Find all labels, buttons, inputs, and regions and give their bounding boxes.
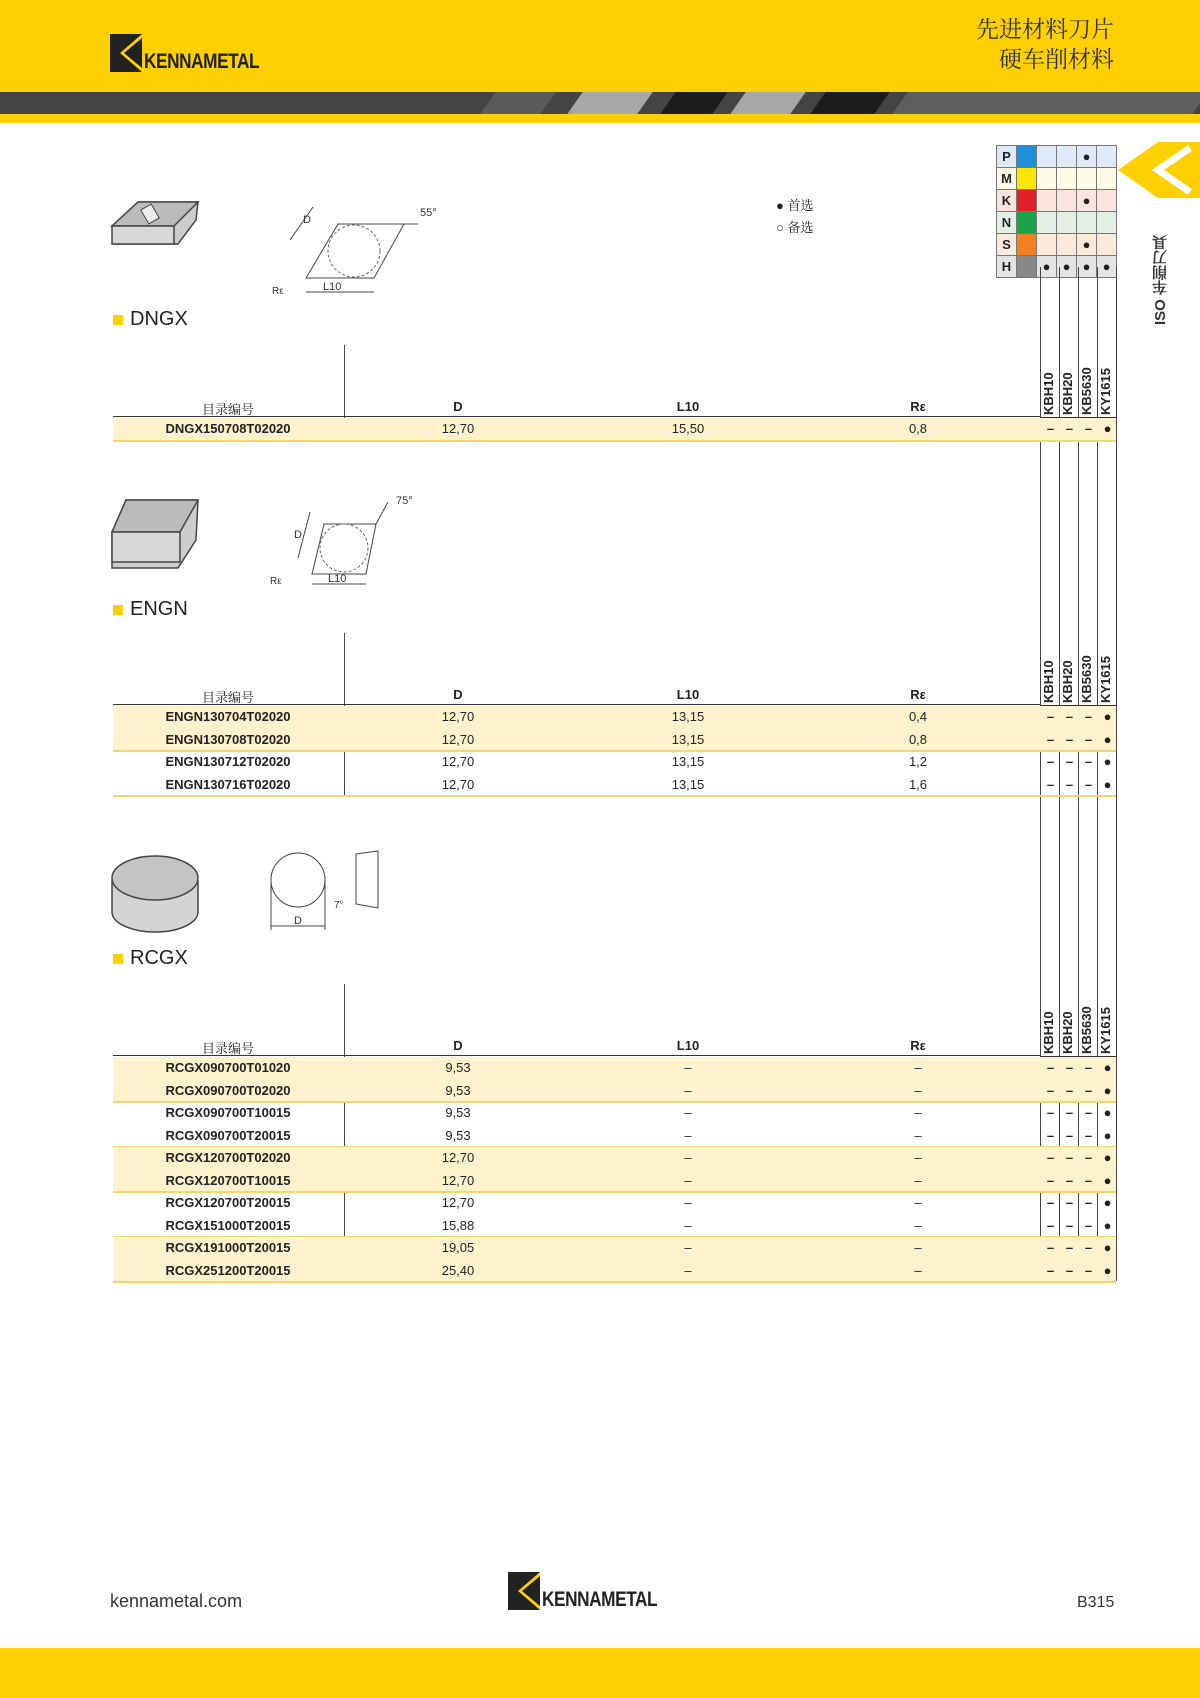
rcgx-dimension-diagram — [266, 848, 386, 932]
table-row — [113, 1192, 1040, 1215]
kennametal-k-icon — [110, 34, 142, 72]
grade-mark: – — [1046, 709, 1055, 724]
value-d: 12,70 — [441, 1195, 475, 1210]
dngx-insert-image — [108, 198, 202, 260]
value-re: – — [914, 1195, 922, 1210]
value-d: 25,40 — [441, 1262, 475, 1278]
col-header-l10: L10 — [676, 687, 700, 702]
grade-mark: ● — [1103, 1195, 1112, 1210]
value-d: 12,70 — [441, 731, 475, 747]
table-row — [113, 418, 1040, 441]
grade-mark: ● — [1103, 731, 1112, 747]
catalog-number: RCGX090700T01020 — [165, 1060, 291, 1075]
grade-mark: ● — [1103, 1262, 1112, 1278]
table-dngx — [113, 345, 1116, 440]
engn-dimension-diagram — [268, 492, 428, 588]
iso-row-h — [997, 256, 1117, 278]
grade-mark: – — [1046, 1082, 1055, 1098]
value-l10: – — [684, 1105, 692, 1120]
title-line-1: 先进材料刀片 — [976, 16, 1114, 42]
value-d: 9,53 — [445, 1082, 471, 1098]
chevron-tab-icon[interactable] — [1118, 142, 1200, 198]
value-d: 12,70 — [441, 754, 475, 769]
catalog-number: RCGX120700T02020 — [165, 1150, 291, 1165]
catalog-number: ENGN130712T02020 — [165, 754, 291, 769]
value-re: 1,2 — [908, 754, 928, 769]
grade-header: KBH20 — [1060, 660, 1075, 703]
group-divider — [113, 1281, 1116, 1283]
section-title-rcgx — [113, 947, 188, 970]
svg-text:7°: 7° — [334, 900, 344, 911]
kennametal-logo[interactable] — [110, 34, 284, 72]
grade-mark: – — [1065, 731, 1074, 747]
group-divider — [113, 795, 1116, 797]
value-re: – — [914, 1127, 922, 1143]
legend-preferred: ● 首选 — [776, 198, 814, 213]
catalog-number: RCGX090700T10015 — [165, 1105, 291, 1120]
svg-text:75°: 75° — [396, 495, 413, 507]
svg-text:D: D — [294, 529, 302, 541]
grade-header: KB5630 — [1079, 367, 1094, 415]
table-header — [113, 685, 1040, 705]
table-header — [113, 397, 1040, 417]
catalog-number: RCGX251200T20015 — [165, 1262, 291, 1278]
table-row — [113, 1125, 1040, 1148]
iso-mark — [1097, 168, 1117, 190]
grade-mark: – — [1084, 1195, 1093, 1210]
iso-mark — [1077, 212, 1097, 234]
catalog-number: RCGX090700T02020 — [165, 1082, 291, 1098]
value-l10: – — [684, 1060, 692, 1075]
iso-color-swatch — [1017, 190, 1037, 212]
value-re: 1,6 — [908, 776, 928, 792]
value-l10: – — [684, 1195, 692, 1210]
bullet-square-icon — [113, 315, 123, 325]
catalog-number: DNGX150708T02020 — [165, 421, 291, 436]
table-header — [113, 1036, 1040, 1056]
value-l10: 13,15 — [671, 731, 705, 747]
grade-mark: – — [1046, 1150, 1055, 1165]
grade-mark: – — [1065, 754, 1074, 769]
value-l10: 13,15 — [671, 754, 705, 769]
grade-mark: – — [1084, 1060, 1093, 1075]
catalog-number: RCGX191000T20015 — [165, 1240, 291, 1255]
grade-mark: – — [1065, 1217, 1074, 1233]
grade-mark: – — [1084, 1150, 1093, 1165]
grade-header-rule — [1040, 417, 1117, 418]
value-l10: 13,15 — [671, 709, 705, 724]
col-header-id: 目录编号 — [201, 1041, 254, 1056]
iso-code: P — [997, 146, 1017, 168]
footer-band — [0, 1648, 1200, 1698]
catalog-number: RCGX090700T20015 — [165, 1127, 291, 1143]
section-title-dngx — [113, 308, 188, 331]
value-l10: – — [684, 1127, 692, 1143]
iso-color-swatch — [1017, 234, 1037, 256]
iso-code: K — [997, 190, 1017, 212]
value-re: – — [914, 1082, 922, 1098]
grade-mark: – — [1046, 421, 1055, 436]
svg-text:Rε: Rε — [272, 286, 284, 297]
value-d: 12,70 — [441, 709, 475, 724]
value-re: – — [914, 1172, 922, 1188]
grade-mark: ● — [1103, 1217, 1112, 1233]
grade-header: KB5630 — [1079, 655, 1094, 703]
iso-mark — [1037, 146, 1057, 168]
col-header-re: Rε — [910, 399, 926, 414]
value-d: 9,53 — [445, 1105, 471, 1120]
grade-mark: – — [1065, 1105, 1074, 1120]
grade-mark: – — [1046, 1127, 1055, 1143]
col-header-re: Rε — [910, 687, 926, 702]
grade-mark: – — [1084, 1262, 1093, 1278]
engn-insert-image — [108, 496, 202, 570]
iso-row-s — [997, 234, 1117, 256]
iso-mark — [1057, 168, 1077, 190]
svg-text:D: D — [303, 214, 311, 226]
footer-kennametal-logo[interactable] — [508, 1572, 682, 1610]
grade-mark: ● — [1103, 1240, 1112, 1255]
grade-mark: – — [1065, 709, 1074, 724]
grade-header: KY1615 — [1098, 368, 1113, 415]
value-d: 12,70 — [441, 776, 475, 792]
section-name: DNGX — [130, 308, 188, 330]
value-d: 12,70 — [441, 1172, 475, 1188]
value-re: 0,8 — [908, 421, 928, 436]
value-d: 9,53 — [445, 1127, 471, 1143]
catalog-number: RCGX120700T20015 — [165, 1195, 291, 1210]
grade-mark: – — [1084, 1082, 1093, 1098]
grade-mark: – — [1046, 1262, 1055, 1278]
value-re: 0,8 — [908, 731, 928, 747]
table-row — [113, 729, 1040, 752]
iso-mark — [1037, 190, 1057, 212]
grade-mark: – — [1046, 1217, 1055, 1233]
value-l10: – — [684, 1240, 692, 1255]
grade-mark: – — [1084, 754, 1093, 769]
catalog-number: RCGX120700T10015 — [165, 1172, 291, 1188]
table-row — [113, 1215, 1040, 1238]
section-name: ENGN — [130, 598, 188, 620]
grade-mark: – — [1065, 1195, 1074, 1210]
value-re: 0,4 — [908, 709, 928, 724]
grade-mark: ● — [1103, 776, 1112, 792]
header-underline — [0, 114, 1200, 123]
grade-mark: ● — [1103, 709, 1112, 724]
value-d: 15,88 — [441, 1217, 475, 1233]
grade-header-rule — [1040, 1056, 1117, 1057]
footer-brand-name: KENNAMETAL — [542, 1588, 658, 1611]
grade-mark: – — [1046, 1172, 1055, 1188]
iso-color-swatch — [1017, 168, 1037, 190]
grade-mark: ● — [1103, 1172, 1112, 1188]
grade-mark: ● — [1103, 1150, 1112, 1165]
grade-header: KBH10 — [1041, 372, 1056, 415]
grade-mark: – — [1046, 1105, 1055, 1120]
website-link[interactable]: kennametal.com — [110, 1591, 243, 1611]
bullet-square-icon — [113, 954, 123, 964]
iso-mark — [1037, 234, 1057, 256]
iso-mark: ● — [1077, 146, 1097, 168]
grade-mark: ● — [1103, 1082, 1112, 1098]
table-row — [113, 1102, 1040, 1125]
grade-mark: – — [1065, 1127, 1074, 1143]
iso-row-k — [997, 190, 1117, 212]
grade-mark: – — [1084, 1217, 1093, 1233]
grade-mark: – — [1065, 421, 1074, 436]
iso-code: S — [997, 234, 1017, 256]
section-title-engn — [113, 598, 188, 621]
grade-mark: ● — [1103, 1105, 1112, 1120]
iso-row-n — [997, 212, 1117, 234]
grade-mark: – — [1065, 1240, 1074, 1255]
rcgx-insert-image — [108, 850, 202, 934]
value-l10: 13,15 — [671, 776, 705, 792]
table-row — [113, 774, 1040, 797]
catalog-number: ENGN130708T02020 — [165, 731, 291, 747]
grade-mark: ● — [1103, 421, 1112, 436]
iso-color-swatch — [1017, 146, 1037, 168]
grade-mark: – — [1065, 776, 1074, 792]
grade-mark: – — [1084, 1105, 1093, 1120]
value-re: – — [914, 1262, 922, 1278]
iso-row-m — [997, 168, 1117, 190]
grade-mark: – — [1046, 754, 1055, 769]
grade-mark: – — [1046, 1240, 1055, 1255]
grade-mark: – — [1065, 1262, 1074, 1278]
col-header-d: D — [453, 687, 463, 702]
svg-text:Rε: Rε — [270, 576, 282, 587]
group-divider — [113, 440, 1116, 442]
table-row — [113, 1237, 1040, 1260]
col-header-l10: L10 — [676, 399, 700, 414]
table-row — [113, 1147, 1040, 1170]
value-re: – — [914, 1150, 922, 1165]
table-row — [113, 751, 1040, 774]
iso-code: M — [997, 168, 1017, 190]
table-row — [113, 1080, 1040, 1103]
grade-mark: – — [1084, 1240, 1093, 1255]
value-re: – — [914, 1105, 922, 1120]
iso-code: H — [997, 256, 1017, 278]
svg-text:L10: L10 — [328, 573, 347, 585]
grade-mark: ● — [1103, 754, 1112, 769]
value-d: 12,70 — [441, 1150, 475, 1165]
value-re: – — [914, 1217, 922, 1233]
catalog-number: ENGN130704T02020 — [165, 709, 291, 724]
catalog-number: RCGX151000T20015 — [165, 1217, 291, 1233]
col-header-id: 目录编号 — [201, 402, 254, 417]
table-row — [113, 706, 1040, 729]
grade-header: KBH20 — [1060, 1011, 1075, 1054]
page-title — [976, 14, 1114, 74]
svg-text:D: D — [294, 915, 302, 927]
iso-mark: ● — [1077, 256, 1097, 278]
grade-mark: – — [1046, 1060, 1055, 1075]
iso-mark: ● — [1077, 190, 1097, 212]
value-l10: – — [684, 1082, 692, 1098]
value-l10: – — [684, 1262, 692, 1278]
catalog-number: ENGN130716T02020 — [165, 776, 291, 792]
iso-mark: ● — [1037, 256, 1057, 278]
col-header-id: 目录编号 — [201, 690, 254, 705]
grade-header: KY1615 — [1098, 656, 1113, 703]
grade-mark: – — [1084, 1172, 1093, 1188]
grade-mark: – — [1065, 1060, 1074, 1075]
legend — [776, 195, 813, 239]
value-l10: – — [684, 1172, 692, 1188]
iso-row-p — [997, 146, 1117, 168]
iso-color-swatch — [1017, 212, 1037, 234]
iso-mark: ● — [1057, 256, 1077, 278]
grade-mark: ● — [1103, 1060, 1112, 1075]
col-header-re: Rε — [910, 1038, 926, 1053]
col-header-l10: L10 — [676, 1038, 700, 1053]
iso-mark — [1097, 234, 1117, 256]
grade-mark: – — [1084, 421, 1093, 436]
grade-mark: – — [1065, 1082, 1074, 1098]
iso-material-matrix — [996, 145, 1117, 278]
value-l10: – — [684, 1150, 692, 1165]
grade-mark: – — [1084, 709, 1093, 724]
grade-header: KB5630 — [1079, 1006, 1094, 1054]
grade-header: KBH20 — [1060, 372, 1075, 415]
svg-text:L10: L10 — [323, 281, 342, 293]
iso-color-swatch — [1017, 256, 1037, 278]
title-line-2: 硬车削材料 — [999, 46, 1114, 72]
iso-mark — [1097, 212, 1117, 234]
iso-mark — [1057, 190, 1077, 212]
value-d: 9,53 — [445, 1060, 471, 1075]
value-l10: – — [684, 1217, 692, 1233]
page-number: B315 — [1077, 1594, 1115, 1611]
iso-mark — [1037, 168, 1057, 190]
grade-mark: – — [1084, 731, 1093, 747]
iso-mark — [1097, 146, 1117, 168]
grade-mark: – — [1046, 776, 1055, 792]
value-re: – — [914, 1060, 922, 1075]
grade-mark: ● — [1103, 1127, 1112, 1143]
side-section-label: ISO 车削刀具 — [1152, 234, 1169, 325]
grade-mark: – — [1065, 1150, 1074, 1165]
iso-mark — [1097, 190, 1117, 212]
iso-mark — [1057, 234, 1077, 256]
header-stripe — [0, 92, 1200, 114]
grade-header: KBH10 — [1041, 660, 1056, 703]
table-row — [113, 1170, 1040, 1193]
iso-mark: ● — [1077, 234, 1097, 256]
iso-mark — [1037, 212, 1057, 234]
grade-mark: – — [1046, 731, 1055, 747]
dngx-dimension-diagram — [268, 198, 448, 298]
grade-mark: – — [1084, 776, 1093, 792]
grade-header: KY1615 — [1098, 1007, 1113, 1054]
brand-name: KENNAMETAL — [144, 50, 260, 73]
grade-mark: – — [1065, 1172, 1074, 1188]
value-d: 12,70 — [441, 421, 475, 436]
table-row — [113, 1260, 1040, 1283]
bullet-square-icon — [113, 605, 123, 615]
iso-mark — [1057, 212, 1077, 234]
table-engn — [113, 633, 1116, 795]
table-row — [113, 1057, 1040, 1080]
svg-text:55°: 55° — [420, 207, 437, 219]
value-l10: 15,50 — [671, 421, 705, 436]
grade-header: KBH10 — [1041, 1011, 1056, 1054]
kennametal-k-icon — [508, 1572, 540, 1610]
legend-alternate: ○ 备选 — [776, 220, 814, 235]
grade-header-rule — [1040, 705, 1117, 706]
col-header-d: D — [453, 1038, 463, 1053]
section-name: RCGX — [130, 947, 188, 969]
iso-mark — [1057, 146, 1077, 168]
iso-mark — [1077, 168, 1097, 190]
grade-mark: – — [1046, 1195, 1055, 1210]
value-d: 19,05 — [441, 1240, 475, 1255]
table-rcgx — [113, 984, 1116, 1282]
iso-mark: ● — [1097, 256, 1117, 278]
grade-mark: – — [1084, 1127, 1093, 1143]
iso-code: N — [997, 212, 1017, 234]
value-re: – — [914, 1240, 922, 1255]
col-header-d: D — [453, 399, 463, 414]
